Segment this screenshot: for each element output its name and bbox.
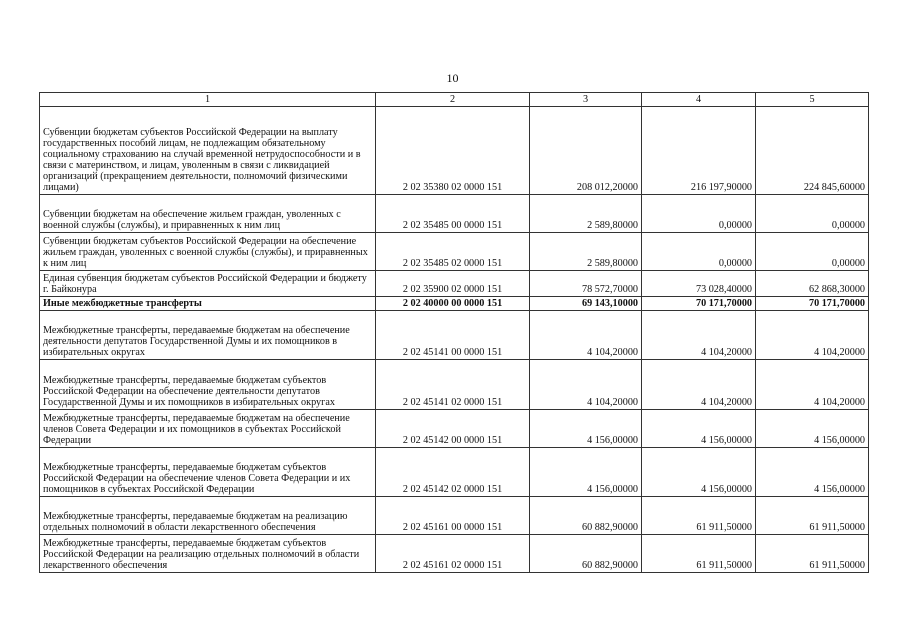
row-description: Субвенции бюджетам субъектов Российской Федерации на выплату государственных пособий лицам, не подлежащим обязательному социальному страхованию на случай временной нетрудоспособности и в связи с материнством, и лицам, уволенным в связи с ликвидацией организаций (прекращением деятельности, полномочий физическими лицами) <box>40 107 376 195</box>
row-description: Межбюджетные трансферты, передаваемые бюджетам на реализацию отдельных полномочий в области лекарственного обеспечения <box>40 497 376 535</box>
row-value-5: 62 868,30000 <box>756 271 869 297</box>
page-number: 10 <box>446 71 459 85</box>
row-value-4: 70 171,70000 <box>642 297 756 311</box>
row-value-3: 60 882,90000 <box>530 535 642 573</box>
row-code: 2 02 45141 02 0000 151 <box>376 360 530 410</box>
row-value-5: 0,00000 <box>756 195 869 233</box>
row-value-4: 4 156,00000 <box>642 410 756 448</box>
row-value-4: 61 911,50000 <box>642 497 756 535</box>
row-value-3: 60 882,90000 <box>530 497 642 535</box>
row-value-4: 0,00000 <box>642 195 756 233</box>
table-row <box>40 360 869 410</box>
budget-table <box>39 92 869 573</box>
row-value-3: 4 104,20000 <box>530 311 642 360</box>
row-value-5: 70 171,70000 <box>756 297 869 311</box>
row-value-4: 73 028,40000 <box>642 271 756 297</box>
table-row <box>40 195 869 233</box>
row-value-4: 4 104,20000 <box>642 311 756 360</box>
row-value-3: 208 012,20000 <box>530 107 642 195</box>
column-header-code: 2 <box>376 93 530 107</box>
row-value-5: 4 104,20000 <box>756 311 869 360</box>
table-row <box>40 535 869 573</box>
row-value-3: 4 156,00000 <box>530 448 642 497</box>
table-row <box>40 497 869 535</box>
table-row <box>40 233 869 271</box>
table-row <box>40 410 869 448</box>
row-code: 2 02 45161 02 0000 151 <box>376 535 530 573</box>
row-code: 2 02 40000 00 0000 151 <box>376 297 530 311</box>
table-row <box>40 311 869 360</box>
table-row-total <box>40 297 869 311</box>
row-value-4: 61 911,50000 <box>642 535 756 573</box>
row-description: Межбюджетные трансферты, передаваемые бюджетам на обеспечение деятельности депутатов Государственной Думы и их помощников в избирательных округах <box>40 311 376 360</box>
row-description: Единая субвенция бюджетам субъектов Российской Федерации и бюджету г. Байконура <box>40 271 376 297</box>
table-header-row <box>40 93 869 107</box>
row-value-3: 78 572,70000 <box>530 271 642 297</box>
row-value-5: 0,00000 <box>756 233 869 271</box>
row-code: 2 02 35485 00 0000 151 <box>376 195 530 233</box>
table-row <box>40 107 869 195</box>
row-value-5: 224 845,60000 <box>756 107 869 195</box>
row-code: 2 02 45142 00 0000 151 <box>376 410 530 448</box>
row-value-3: 69 143,10000 <box>530 297 642 311</box>
row-value-3: 4 104,20000 <box>530 360 642 410</box>
column-header-value-5: 5 <box>756 93 869 107</box>
row-value-3: 4 156,00000 <box>530 410 642 448</box>
row-value-4: 4 104,20000 <box>642 360 756 410</box>
row-value-4: 216 197,90000 <box>642 107 756 195</box>
row-value-5: 4 156,00000 <box>756 448 869 497</box>
table-row <box>40 271 869 297</box>
row-value-5: 4 156,00000 <box>756 410 869 448</box>
row-code: 2 02 35485 02 0000 151 <box>376 233 530 271</box>
row-value-4: 4 156,00000 <box>642 448 756 497</box>
row-description: Межбюджетные трансферты, передаваемые бюджетам субъектов Российской Федерации на реализацию отдельных полномочий в области лекарственного обеспечения <box>40 535 376 573</box>
row-code: 2 02 45141 00 0000 151 <box>376 311 530 360</box>
row-value-3: 2 589,80000 <box>530 233 642 271</box>
column-header-value-3: 3 <box>530 93 642 107</box>
row-code: 2 02 45142 02 0000 151 <box>376 448 530 497</box>
row-description: Иные межбюджетные трансферты <box>40 297 376 311</box>
row-description: Субвенции бюджетам на обеспечение жильем граждан, уволенных с военной службы (службы), и приравненных к ним лиц <box>40 195 376 233</box>
row-code: 2 02 45161 00 0000 151 <box>376 497 530 535</box>
row-value-5: 61 911,50000 <box>756 497 869 535</box>
row-description: Субвенции бюджетам субъектов Российской Федерации на обеспечение жильем граждан, уволенных с военной службы (службы), и приравненных к ним лиц <box>40 233 376 271</box>
row-value-5: 61 911,50000 <box>756 535 869 573</box>
row-value-5: 4 104,20000 <box>756 360 869 410</box>
column-header-value-4: 4 <box>642 93 756 107</box>
row-code: 2 02 35380 02 0000 151 <box>376 107 530 195</box>
row-value-4: 0,00000 <box>642 233 756 271</box>
column-header-description: 1 <box>40 93 376 107</box>
row-value-3: 2 589,80000 <box>530 195 642 233</box>
row-description: Межбюджетные трансферты, передаваемые бюджетам субъектов Российской Федерации на обеспечение членов Совета Федерации и их помощников в субъектах Российской Федерации <box>40 448 376 497</box>
row-description: Межбюджетные трансферты, передаваемые бюджетам субъектов Российской Федерации на обеспечение деятельности депутатов Государственной Думы и их помощников в избирательных округах <box>40 360 376 410</box>
table-row <box>40 448 869 497</box>
row-code: 2 02 35900 02 0000 151 <box>376 271 530 297</box>
row-description: Межбюджетные трансферты, передаваемые бюджетам на обеспечение членов Совета Федерации и их помощников в субъектах Российской Федерации <box>40 410 376 448</box>
